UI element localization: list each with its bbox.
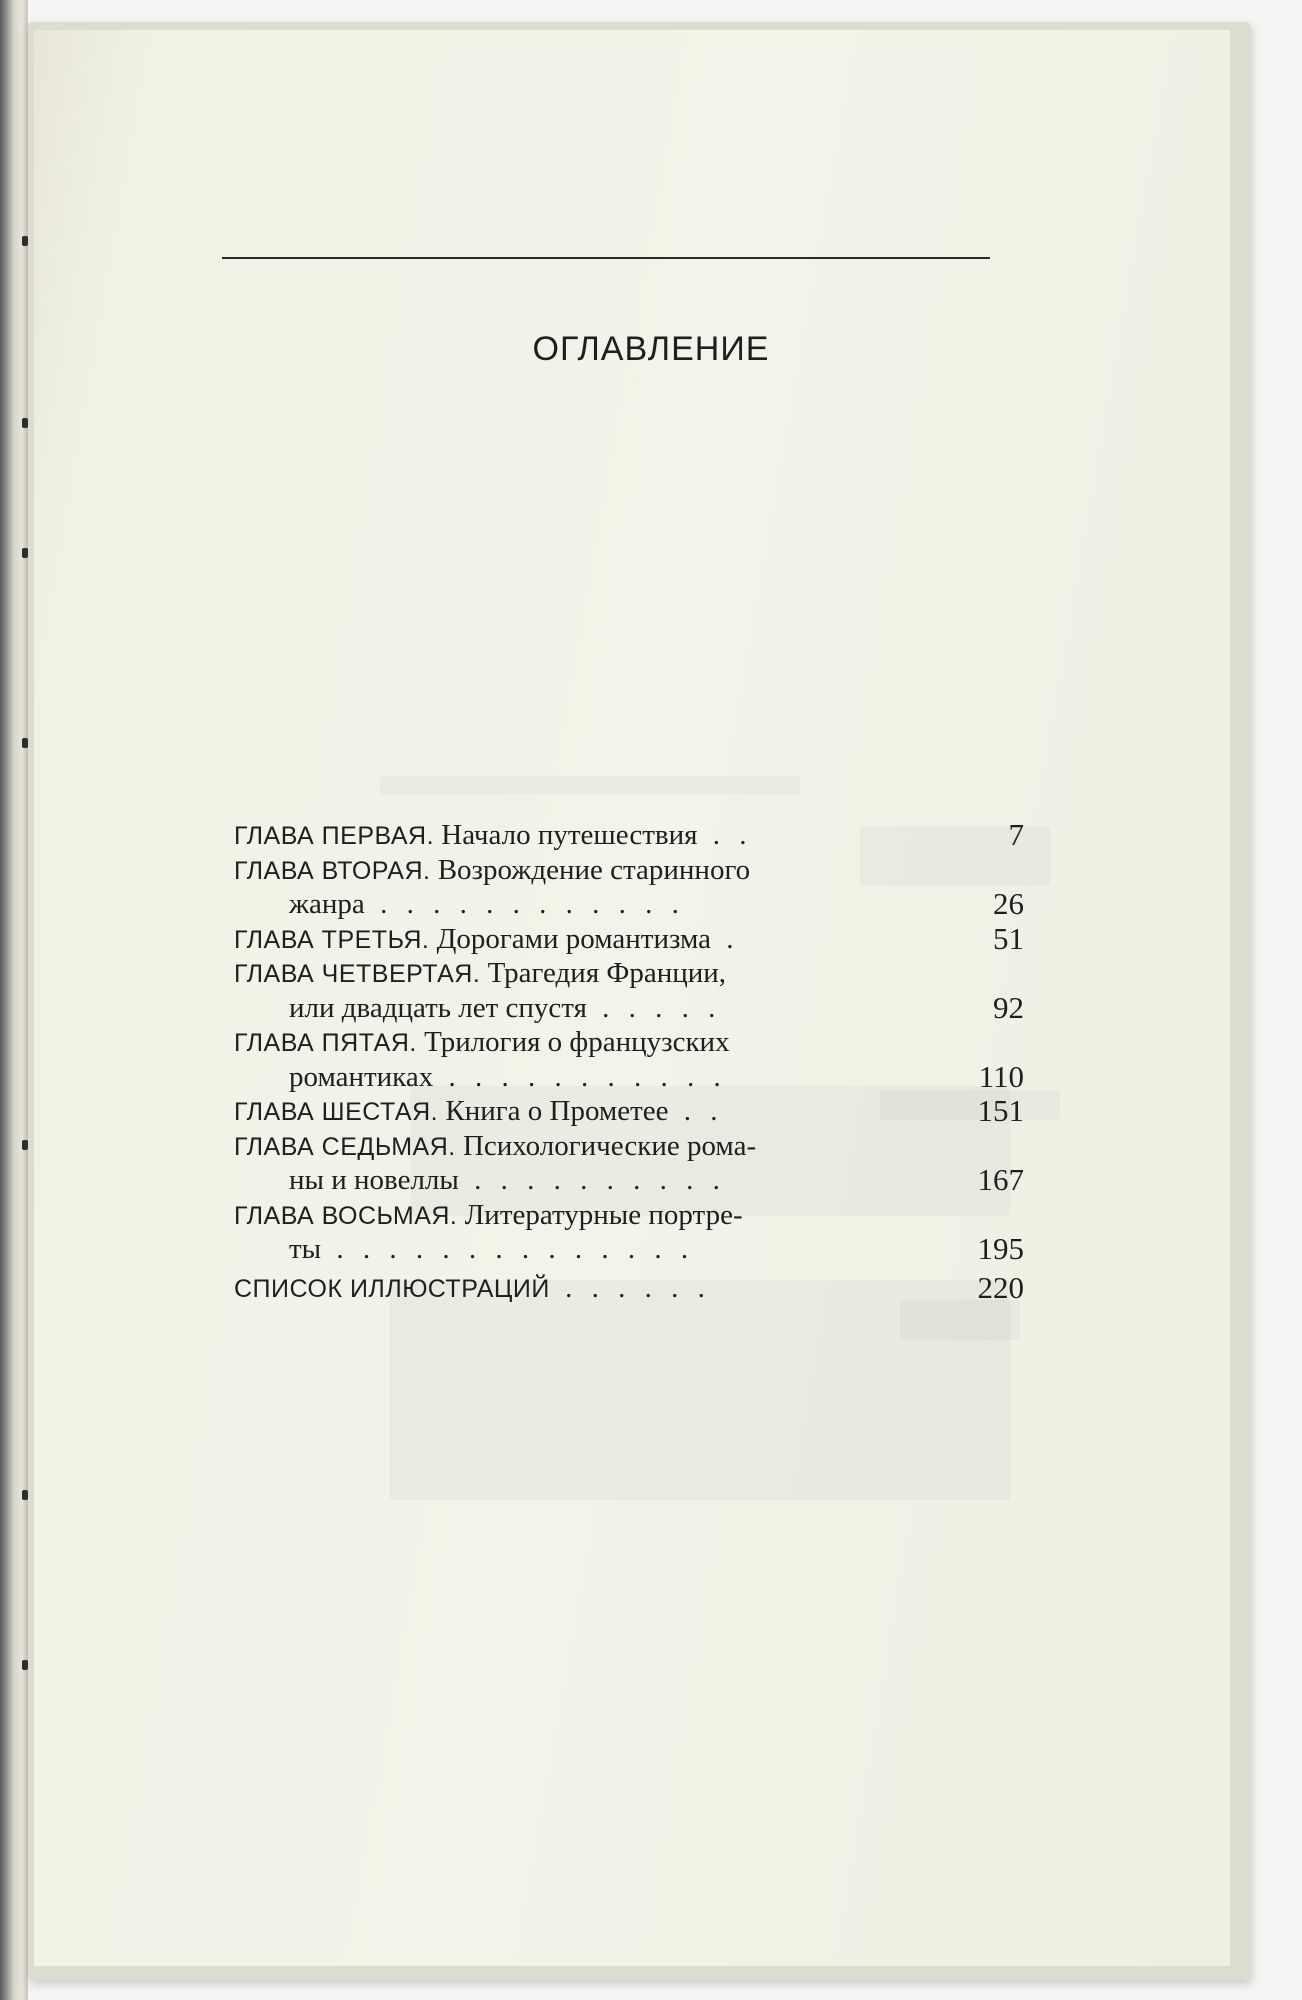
chapter-label: ГЛАВА ТРЕТЬЯ. xyxy=(234,925,430,954)
leader-dots: . . . . . . . . . . . . . . xyxy=(336,1233,695,1265)
chapter-label: СПИСОК ИЛЛЮСТРАЦИЙ xyxy=(234,1274,550,1303)
page-number: 51 xyxy=(993,920,1024,956)
toc-entry-8[interactable] xyxy=(234,1198,1024,1233)
toc-entry-illustrations[interactable] xyxy=(234,1271,1024,1306)
toc-entry-4-continued[interactable] xyxy=(234,991,1024,1026)
chapter-title: Начало путешествия xyxy=(441,819,698,851)
chapter-title: Книга о Прометее xyxy=(445,1095,669,1127)
chapter-label: ГЛАВА ВОСЬМАЯ. xyxy=(234,1201,458,1230)
toc-entry-4[interactable] xyxy=(234,956,1024,991)
leader-dots: . . xyxy=(683,1095,724,1127)
page-number: 220 xyxy=(977,1269,1024,1305)
page-number: 167 xyxy=(977,1162,1024,1197)
toc-entry-7-continued[interactable] xyxy=(234,1163,1024,1198)
chapter-label: ГЛАВА ВТОРАЯ. xyxy=(234,856,431,885)
page-number: 195 xyxy=(977,1231,1024,1266)
toc-entry-5[interactable] xyxy=(234,1025,1024,1060)
leader-dots: . . . . . . xyxy=(565,1271,711,1304)
top-rule xyxy=(222,257,990,259)
page-number: 26 xyxy=(993,886,1024,921)
leader-dots: . . . . . . . . . . xyxy=(474,1164,726,1196)
table-of-contents xyxy=(234,818,1024,1305)
page-number: 7 xyxy=(1008,817,1024,852)
chapter-title: Трагедия Франции, xyxy=(487,957,727,989)
toc-entry-3[interactable] xyxy=(234,922,1024,957)
leader-dots: . . xyxy=(712,819,753,851)
toc-entry-2-continued[interactable] xyxy=(234,887,1024,922)
chapter-title: Трилогия о французских xyxy=(424,1026,730,1058)
chapter-label: ГЛАВА ПЕРВАЯ. xyxy=(234,822,435,850)
toc-heading: ОГЛАВЛЕНИЕ xyxy=(532,330,770,368)
chapter-title-continued: или двадцать лет спустя xyxy=(289,991,587,1024)
toc-entry-5-continued[interactable] xyxy=(234,1060,1024,1095)
page-number: 151 xyxy=(977,1093,1024,1128)
chapter-title-continued: ны и новеллы xyxy=(289,1164,459,1196)
leader-dots: . . . . . xyxy=(602,991,722,1024)
leader-dots: . . . . . . . . . . . xyxy=(448,1060,727,1093)
toc-entry-8-continued[interactable] xyxy=(234,1232,1024,1267)
page-number: 110 xyxy=(978,1058,1024,1094)
chapter-title-continued: ты xyxy=(289,1233,322,1265)
chapter-label: ГЛАВА ШЕСТАЯ. xyxy=(234,1098,439,1126)
page-number: 92 xyxy=(993,989,1024,1025)
toc-entry-6[interactable] xyxy=(234,1094,1024,1129)
toc-entry-2[interactable] xyxy=(234,853,1024,888)
leader-dots: . xyxy=(726,922,740,955)
chapter-title: Психологические рома- xyxy=(462,1129,757,1162)
toc-entry-7[interactable] xyxy=(234,1129,1024,1164)
chapter-label: ГЛАВА ЧЕТВЕРТАЯ. xyxy=(234,960,481,988)
previous-page-edge xyxy=(0,0,28,2000)
toc-entry-1[interactable] xyxy=(234,818,1024,853)
chapter-title: Литературные портре- xyxy=(464,1198,743,1231)
chapter-label: ГЛАВА СЕДЬМАЯ. xyxy=(234,1132,456,1161)
chapter-title-continued: романтиках xyxy=(289,1060,434,1093)
leader-dots: . . . . . . . . . . . . xyxy=(380,888,685,920)
chapter-label: ГЛАВА ПЯТАЯ. xyxy=(234,1029,417,1057)
chapter-title: Дорогами романтизма xyxy=(436,922,712,955)
chapter-title-continued: жанра xyxy=(289,888,365,920)
chapter-title: Возрождение старинного xyxy=(437,853,751,886)
